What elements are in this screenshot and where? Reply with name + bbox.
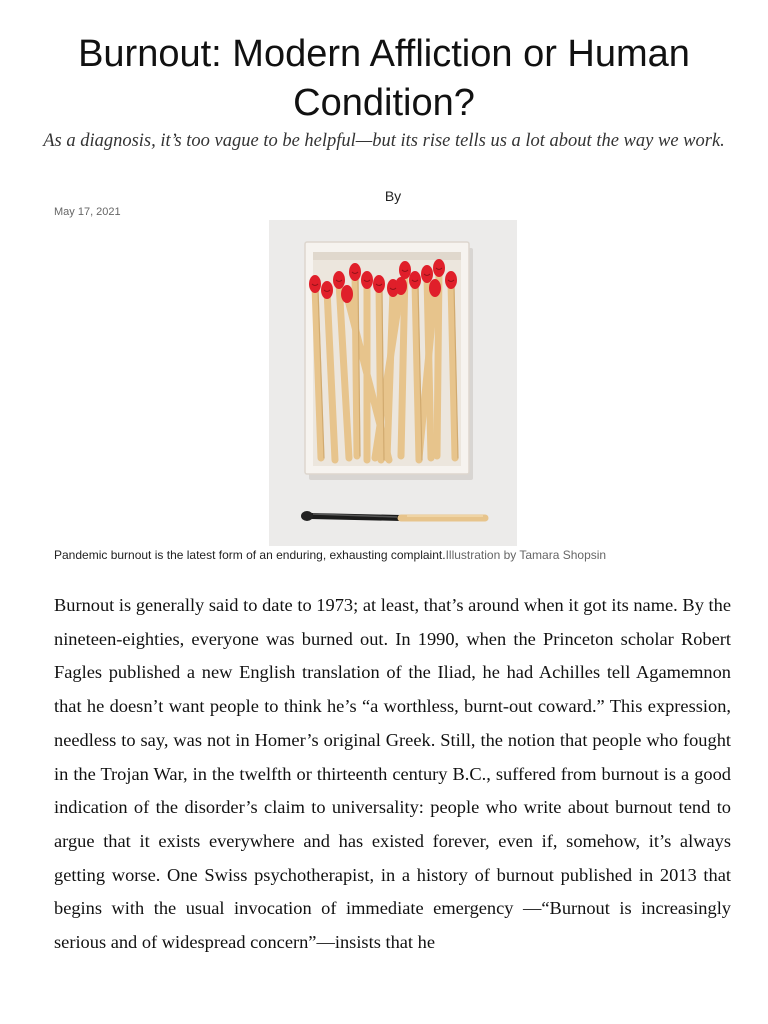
article-subtitle: As a diagnosis, it’s too vague to be helpful—but its rise tells us a lot about the way we work. (43, 131, 725, 151)
article-title: Burnout: Modern Affliction or Human Condition? (78, 33, 690, 124)
illustration-credit: Illustration by Tamara Shopsin (445, 548, 607, 562)
figure-caption (54, 546, 734, 564)
matchbox-illustration (269, 220, 517, 546)
matchbox-illustration-icon (269, 220, 517, 546)
article-paragraph: Burnout is generally said to date to 1973; at least, that’s around when it got its name. By the nineteen-eighties, everyone was burned out. In 1990, when the Princeton scholar Robert Fagles published a new English translation of the Iliad, he had Achilles tell Agamemnon that he doesn’t want people to think he’s “a worthless, burnt-out coward.” This expression, needless to say, was not in Homer’s original Greek. Still, the notion that people who fought in the Trojan War, in the twelfth or thirteenth century B.C., suffered from burnout is a good indication of the disorder’s claim to universality: people who write about burnout tend to argue that it exists everywhere and has existed forever, even if, somehow, it’s always getting worse. One Swiss psychotherapist, in a history of burnout published in 2013 that begins with the usual invocation of immediate emergency —“Burnout is increasingly serious and of widespread concern”—insists that he (54, 595, 731, 953)
byline: By (384, 188, 402, 204)
caption-text: Pandemic burnout is the latest form of an enduring, exhausting complaint. (54, 548, 446, 562)
publish-date: May 17, 2021 (54, 206, 121, 218)
